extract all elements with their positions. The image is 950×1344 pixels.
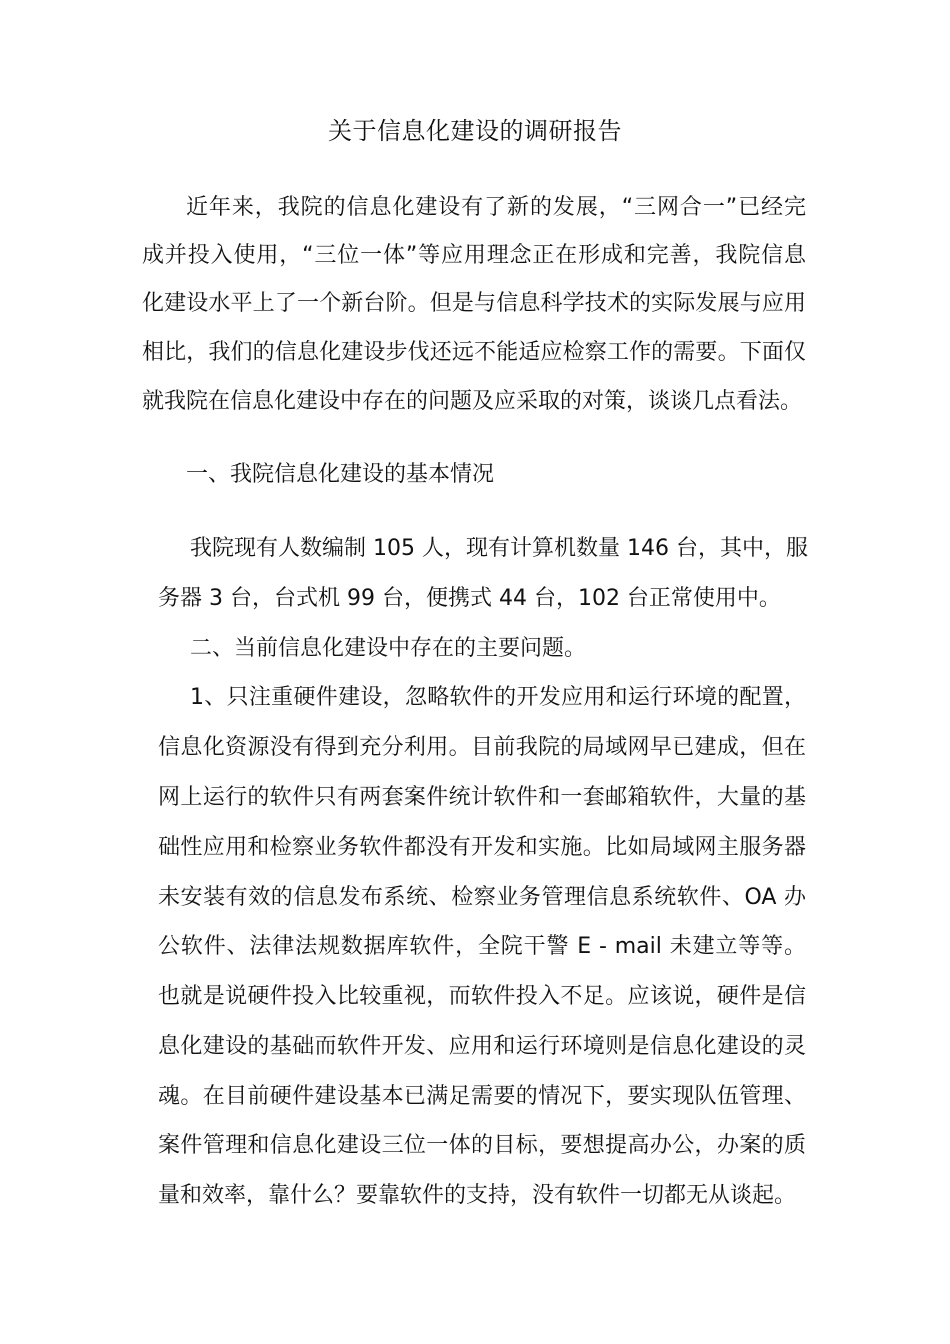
body-line: 也就是说硬件投入比较重视，而软件投入不足。应该说，硬件是信 bbox=[158, 984, 806, 1009]
body-line: 未安装有效的信息发布系统、检察业务管理信息系统软件、OA 办 bbox=[158, 885, 806, 910]
body-line: 案件管理和信息化建设三位一体的目标，要想提高办公，办案的质 bbox=[158, 1133, 806, 1158]
body-line: 量和效率，靠什么？要靠软件的支持，没有软件一切都无从谈起。 bbox=[158, 1183, 797, 1208]
section-heading: 一、我院信息化建设的基本情况 bbox=[186, 462, 495, 487]
body-line: 魂。在目前硬件建设基本已满足需要的情况下，要实现队伍管理、 bbox=[158, 1084, 806, 1109]
document-title: 关于信息化建设的调研报告 bbox=[328, 117, 622, 145]
intro-line: 近年来，我院的信息化建设有了新的发展，“三网合一”已经完 bbox=[186, 195, 806, 220]
intro-line: 就我院在信息化建设中存在的问题及应采取的对策，谈谈几点看法。 bbox=[142, 389, 803, 414]
body-line: 1、只注重硬件建设，忽略软件的开发应用和运行环境的配置， bbox=[190, 685, 806, 710]
body-line: 信息化资源没有得到充分利用。目前我院的局域网早已建成，但在 bbox=[158, 735, 806, 760]
intro-line: 成并投入使用，“三位一体”等应用理念正在形成和完善，我院信息 bbox=[142, 243, 806, 268]
body-line: 础性应用和检察业务软件都没有开发和实施。比如局域网主服务器 bbox=[158, 835, 806, 860]
body-line: 我院现有人数编制 105 人，现有计算机数量 146 台，其中，服 bbox=[190, 536, 808, 561]
body-line: 公软件、法律法规数据库软件，全院干警 E - mail 未建立等等。 bbox=[158, 934, 806, 959]
body-line: 网上运行的软件只有两套案件统计软件和一套邮箱软件，大量的基 bbox=[158, 785, 806, 810]
intro-line: 相比，我们的信息化建设步伐还远不能适应检察工作的需要。下面仅 bbox=[142, 340, 806, 365]
section-heading: 二、当前信息化建设中存在的主要问题。 bbox=[190, 636, 587, 661]
body-line: 务器 3 台，台式机 99 台，便携式 44 台，102 台正常使用中。 bbox=[158, 586, 781, 611]
intro-line: 化建设水平上了一个新台阶。但是与信息科学技术的实际发展与应用 bbox=[142, 291, 806, 316]
body-line: 息化建设的基础而软件开发、应用和运行环境则是信息化建设的灵 bbox=[158, 1034, 806, 1059]
